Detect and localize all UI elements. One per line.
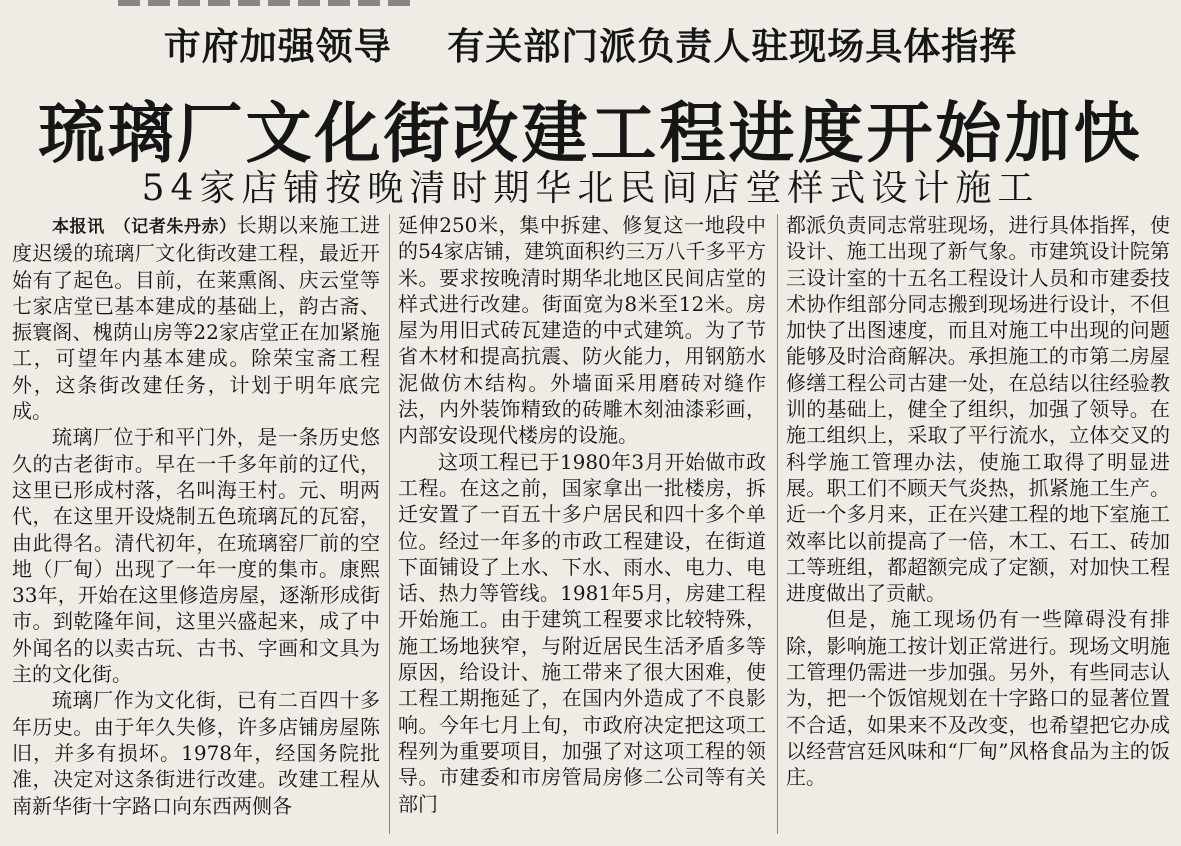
byline: 本报讯 （记者朱丹赤）	[52, 217, 237, 237]
paragraph-5: 但是，施工现场仍有一些障碍没有排除，影响施工按计划正常进行。现场文明施工管理仍需进一步加强。另外，有些同志认为，把一个饭馆规划在十字路口的显著位置不合适，如果来不及改变，也希望把它办成以经营宫廷风味和“厂甸”风格食品为主的饭庄。	[786, 607, 1170, 790]
paragraph-3: 琉璃厂作为文化街，已有二百四十多年历史。由于年久失修，许多店铺房屋陈旧，并多有损坏。1978年，经国务院批准，决定对这条街进行改建。改建工程从南新华街十字路口向东西两侧各	[12, 688, 380, 818]
main-headline: 琉璃厂文化街改建工程进度开始加快	[38, 94, 1143, 172]
subheadline: 54家店铺按晚清时期华北民间店堂样式设计施工	[141, 168, 1040, 209]
paragraph-2: 琉璃厂位于和平门外，是一条历史悠久的古老街市。早在一千多年前的辽代，这里已形成村落，名叫海王村。元、明两代，在这里开设烧制五色琉璃瓦的瓦窑，由此得名。清代初年，在琉璃窑厂前的空地（厂甸）出现了一年一度的集市。康熙33年，开始在这里修造房屋，逐渐形成街市。到乾隆年间，这里兴盛起来，成了中外闻名的以卖古玩、古书、字画和文具为主的文化街。	[12, 425, 380, 687]
column-divider	[777, 214, 778, 834]
article-column-2	[398, 212, 766, 842]
cropped-text-strip	[118, 0, 418, 6]
paragraph-4: 这项工程已于1980年3月开始做市政工程。在这之前，国家拿出一批楼房，拆迁安置了一百五十多户居民和四十多个单位。经过一年多的市政工程建设，在街道下面铺设了上水、下水、雨水、电力、电话、热力等管线。1981年5月，房建工程开始施工。由于建筑工程要求比较特殊，施工场地狭窄，与附近居民生活矛盾多等原因，给设计、施工带来了很大困难，使工程工期拖延了，在国内外造成了不良影响。今年七月上旬，市政府决定把这项工程列为重要项目，加强了对这项工程的领导。市建委和市房管局房修二公司等有关部门	[398, 449, 766, 816]
article-column-1	[12, 212, 380, 842]
paragraph-3-continued: 延伸250米，集中拆建、修复这一地段中的54家店铺，建筑面积约三万八千多平方米。要求按晚清时期华北地区民间店堂的样式进行改建。街面宽为8米至12米。房屋为用旧式砖瓦建造的中式建筑。为了节省木材和提高抗震、防火能力，用钢筋水泥做仿木结构。外墙面采用磨砖对缝作法，内外装饰精致的砖雕木刻油漆彩画，内部安设现代楼房的设施。	[398, 213, 766, 448]
article-column-3	[786, 212, 1170, 842]
kicker-headline: 市府加强领导 有关部门派负责人驻现场具体指挥	[163, 25, 1018, 68]
paragraph-1: 本报讯 （记者朱丹赤）长期以来施工进度迟缓的琉璃厂文化街改建工程，最近开始有了起色。目前，在莱熏阁、庆云堂等七家店堂已基本建成的基础上，韵古斋、振寰阁、槐荫山房等22家店堂正在加紧施工，可望年内基本建成。除荣宝斋工程外，这条街改建任务，计划于明年底完成。	[12, 213, 380, 424]
column-divider	[389, 214, 390, 834]
paragraph-4-continued: 都派负责同志常驻现场，进行具体指挥，使设计、施工出现了新气象。市建筑设计院第三设计室的十五名工程设计人员和市建委技术协作组部分同志搬到现场进行设计，不但加快了出图速度，而且对施工中出现的问题能够及时洽商解决。承担施工的市第二房屋修缮工程公司古建一处，在总结以往经验教训的基础上，健全了组织，加强了领导。在施工组织上，采取了平行流水，立体交叉的科学施工管理办法，使施工取得了明显进展。职工们不顾天气炎热，抓紧施工生产。近一个多月来，正在兴建工程的地下室施工效率比以前提高了一倍，木工、石工、砖加工等班组，都超额完成了定额，对加快工程进度做出了贡献。	[786, 213, 1170, 606]
